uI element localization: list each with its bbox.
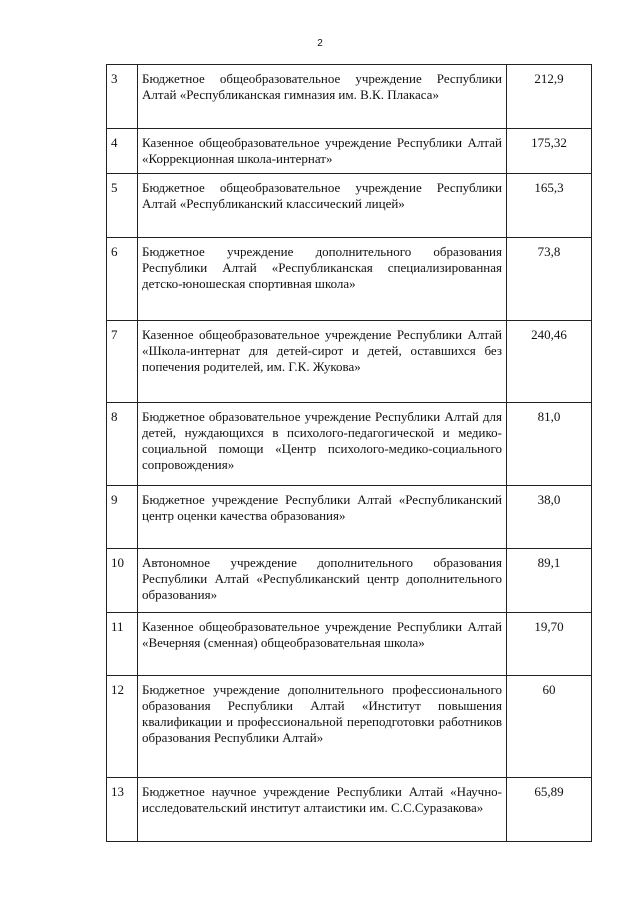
row-number: 11 (107, 613, 138, 676)
institution-name: Бюджетное учреждение дополнительного образования Республики Алтай «Республиканская специализированная детско-юношеская спортивная школа» (138, 238, 507, 321)
row-number: 10 (107, 549, 138, 613)
institution-name: Казенное общеобразовательное учреждение Республики Алтай «Вечерняя (сменная) общеобразовательная школа» (138, 613, 507, 676)
row-value: 165,3 (507, 174, 592, 238)
table-row (107, 174, 592, 238)
institution-name: Бюджетное общеобразовательное учреждение Республики Алтай «Республиканская гимназия им. В.К. Плакаса» (138, 65, 507, 129)
row-number: 3 (107, 65, 138, 129)
table-row (107, 778, 592, 842)
row-number: 9 (107, 486, 138, 549)
institution-name: Бюджетное общеобразовательное учреждение Республики Алтай «Республиканский классический лицей» (138, 174, 507, 238)
row-number: 7 (107, 321, 138, 403)
page-number: 2 (317, 38, 323, 49)
row-number: 4 (107, 129, 138, 174)
row-number: 8 (107, 403, 138, 486)
table-row (107, 65, 592, 129)
institution-name: Казенное общеобразовательное учреждение Республики Алтай «Школа-интернат для детей-сирот и детей, оставшихся без попечения родителей, им. Г.К. Жукова» (138, 321, 507, 403)
row-number: 12 (107, 676, 138, 778)
row-value: 65,89 (507, 778, 592, 842)
table-row (107, 486, 592, 549)
table-row (107, 549, 592, 613)
row-value: 19,70 (507, 613, 592, 676)
row-value: 240,46 (507, 321, 592, 403)
institution-name: Казенное общеобразовательное учреждение Республики Алтай «Коррекционная школа-интернат» (138, 129, 507, 174)
row-value: 175,32 (507, 129, 592, 174)
institution-name: Бюджетное научное учреждение Республики Алтай «Научно-исследовательский институт алтаистики им. С.С.Суразакова» (138, 778, 507, 842)
row-value: 60 (507, 676, 592, 778)
row-number: 6 (107, 238, 138, 321)
table-row (107, 321, 592, 403)
institution-name: Автономное учреждение дополнительного образования Республики Алтай «Республиканский центр дополнительного образования» (138, 549, 507, 613)
institution-name: Бюджетное образовательное учреждение Республики Алтай для детей, нуждающихся в психолого-педагогической и медико-социальной помощи «Центр психолого-медико-социального сопровождения» (138, 403, 507, 486)
institutions-table (106, 64, 592, 842)
row-value: 81,0 (507, 403, 592, 486)
row-value: 73,8 (507, 238, 592, 321)
table-row (107, 403, 592, 486)
table-row (107, 676, 592, 778)
table-row (107, 238, 592, 321)
row-value: 212,9 (507, 65, 592, 129)
table-row (107, 129, 592, 174)
row-number: 13 (107, 778, 138, 842)
row-value: 89,1 (507, 549, 592, 613)
institution-name: Бюджетное учреждение Республики Алтай «Республиканский центр оценки качества образования» (138, 486, 507, 549)
table-row (107, 613, 592, 676)
row-value: 38,0 (507, 486, 592, 549)
row-number: 5 (107, 174, 138, 238)
institution-name: Бюджетное учреждение дополнительного профессионального образования Республики Алтай «Институт повышения квалификации и профессиональной переподготовки работников образования Республики Алтай» (138, 676, 507, 778)
